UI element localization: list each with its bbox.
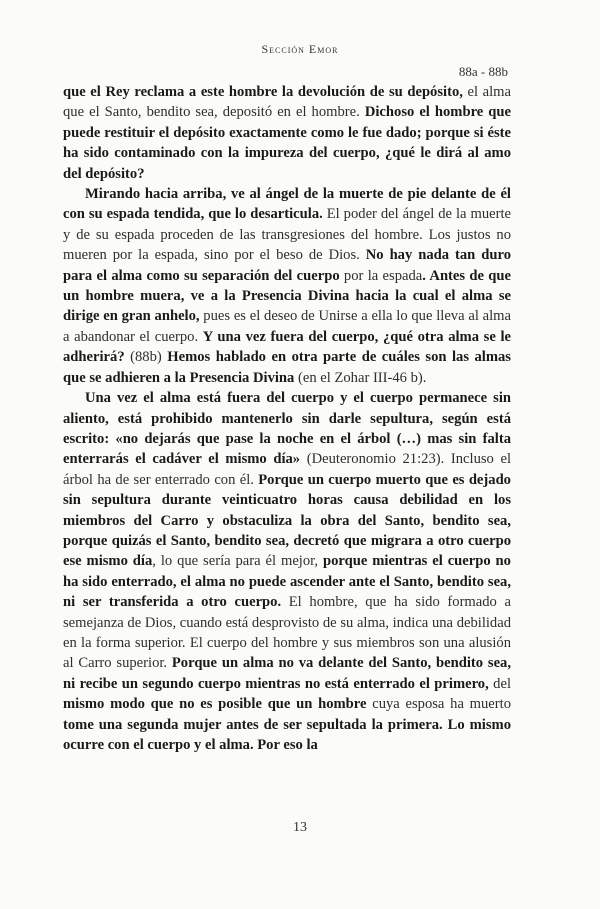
paragraph bbox=[63, 82, 511, 184]
text-run: por la espada bbox=[339, 267, 423, 284]
text-run: pues es el deseo de Unirse a ella lo que lleva al alma a abandonar el cuerpo. bbox=[63, 308, 511, 345]
bold-text-run: que el Rey reclama a este hombre la devolución de su depósito, bbox=[63, 84, 463, 100]
text-run: cuya esposa ha muerto bbox=[366, 696, 511, 713]
text-run: (88b) bbox=[124, 349, 168, 366]
bold-text-run: Hemos hablado en otra parte de cuáles son las almas que se adhieren a la Presencia Divina bbox=[63, 349, 511, 386]
text-run: El hombre, que ha sido formado a semejanza de Dios, cuando está desprovisto de su alma, indica una debilidad en la forma superior. El cuerpo del hombre y sus miembros son una alusión al Carro superior. bbox=[63, 594, 511, 672]
text-run: (en el Zohar III-46 b). bbox=[294, 369, 427, 386]
bold-text-run: Mirando hacia arriba, ve al ángel de la muerte de pie delante de él con su espada tendida, que lo desarticula. bbox=[63, 186, 511, 223]
bold-text-run: tome una segunda mujer antes de ser sepultada la primera. Lo mismo ocurre con el cuerpo y el alma. Por eso la bbox=[63, 716, 511, 753]
bold-text-run: Porque un cuerpo muerto que es dejado sin sepultura durante veinticuatro horas causa debilidad en los miembros del Carro y obstaculiza la obra del Santo, bendito sea, porque quizás el Santo, bendito sea, decretó que migrara a otro cuerpo ese mismo día bbox=[63, 471, 511, 570]
bold-text-run: . Antes de que un hombre muera, ve a la Presencia Divina hacia la cual el alma se dirige en gran anhelo, bbox=[63, 267, 511, 325]
page-number: 13 bbox=[293, 820, 307, 835]
bold-text-run: mismo modo que no es posible que un hombre bbox=[63, 696, 367, 713]
text-run: (Deuteronomio 21:23). Incluso el árbol ha de ser enterrado con él. bbox=[63, 451, 512, 488]
bold-text-run: porque mientras el cuerpo no ha sido enterrado, el alma no puede ascender ante el Santo, bendito sea, ni ser transferida a otro cuerpo. bbox=[63, 553, 511, 611]
bold-text-run: Una vez el alma está fuera del cuerpo y el cuerpo permanece sin aliento, está prohibido mantenerlo sin darle sepultura, según está escrito: «no dejarás que pase la noche en el árbol (…) mas sin falta enterrarás el cadáver el mismo día» bbox=[63, 390, 511, 468]
bold-text-run: ha sido contaminado con la impureza del cuerpo, ¿qué le dirá al amo del depósito? bbox=[63, 145, 511, 182]
text-run: el alma que el Santo, bendito sea, depositó en el hombre. bbox=[63, 84, 511, 121]
bold-text-run: No hay nada tan duro para el alma como su separación del cuerpo bbox=[63, 247, 511, 284]
bold-text-run: Dichoso el hombre que puede restituir el depósito exactamente como le fue dado; porque si éste bbox=[63, 104, 512, 141]
folio-reference: 88a - 88b bbox=[458, 64, 508, 79]
text-run: , lo que sería para él mejor, bbox=[152, 553, 323, 570]
paragraph bbox=[63, 184, 511, 388]
text-run: El poder del ángel de la muerte y de su espada proceden de las transgresiones del hombre. Los justos no mueren por la espada, sino por el beso de Dios. bbox=[63, 206, 511, 264]
bold-text-run: Porque un alma no va delante del Santo, bendito sea, ni recibe un segundo cuerpo mientras no está enterrado el primero, bbox=[63, 655, 511, 692]
text-run: del bbox=[488, 675, 512, 692]
page-body bbox=[63, 82, 511, 755]
bold-text-run: Y una vez fuera del cuerpo, ¿qué otra alma se le adherirá? bbox=[63, 328, 512, 366]
running-title: Sección Emor bbox=[261, 42, 339, 56]
paragraph bbox=[63, 388, 511, 755]
